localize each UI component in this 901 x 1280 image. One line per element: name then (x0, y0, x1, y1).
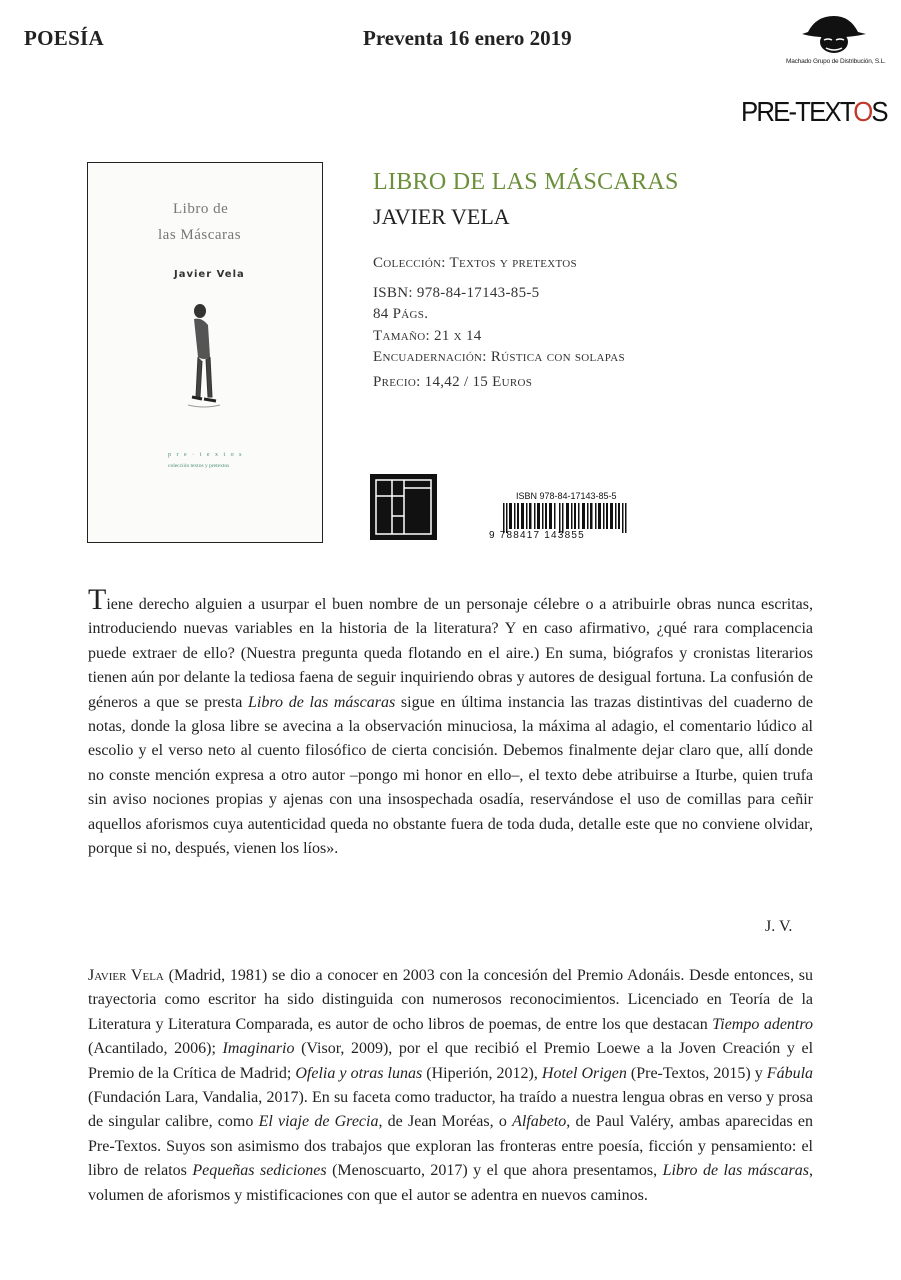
synopsis-title-ref: Libro de las máscaras (248, 693, 396, 711)
author-bio (88, 964, 813, 1208)
bio-book-title: El viaje de Grecia (258, 1113, 379, 1131)
bio-author-name: Javier Vela (88, 967, 164, 984)
cover-title-line-2: las Máscaras (158, 227, 242, 243)
bio-text: (Acantilado, 2006); (88, 1040, 223, 1058)
bio-text: (Madrid, 1981) se dio a conocer en 2003 con la concesión del Premio Adonáis. Desde entonces, su trayectoria como escritor ha sido distinguida con numerosos reconocimientos. Licenciado en Teoría de la Literatura y Literatura Comparada, es autor de ocho libros de poemas, de entre los que destacan (88, 967, 813, 1033)
cover-title-line-1: Libro de (173, 201, 229, 217)
pt-monogram-icon (370, 474, 437, 540)
bio-book-title: Libro de las máscaras (662, 1162, 810, 1180)
bio-text: (Fundación Lara, Vandalia, 2017). En su faceta como traductor, ha traído a nuestra lengua obras en verso y prosa de singular calibre, como (88, 1089, 813, 1131)
standing-figure-icon (186, 297, 222, 417)
bio-book-title: Imaginario (222, 1040, 295, 1058)
bio-book-title: Pequeñas sediciones (192, 1162, 327, 1180)
bio-book-title: Fábula (766, 1064, 814, 1082)
book-pages: 84 Págs. (373, 306, 429, 322)
barcode-digits: 9 788417 143855 (489, 530, 585, 541)
bio-book-title: Ofelia y otras lunas (295, 1064, 423, 1082)
bio-book-title: Hotel Origen (541, 1064, 627, 1082)
publisher-logo: PRE-TEXTOS (741, 96, 887, 127)
book-binding: Encuadernación: Rústica con solapas (373, 349, 625, 365)
cover-publisher-mark: p r e · t e x t o s (168, 452, 244, 458)
distributor-logo (786, 12, 886, 74)
collection-logo (370, 474, 437, 540)
dropcap: T (88, 583, 107, 616)
book-title: LIBRO DE LAS MÁSCARAS (373, 169, 679, 195)
publisher-logo-accent: O (853, 96, 872, 127)
barcode-isbn: ISBN 978-84-17143-85-5 (516, 491, 617, 501)
book-isbn: ISBN: 978-84-17143-85-5 (373, 285, 540, 301)
bio-book-title: Alfabeto (512, 1113, 567, 1131)
synopsis-signature: J. V. (765, 918, 793, 935)
book-collection: Colección: Textos y pretextos (373, 255, 577, 271)
hat-face-icon (786, 12, 882, 58)
presale-date: Preventa 16 enero 2019 (363, 26, 572, 50)
genre-label: POESÍA (24, 26, 104, 50)
bio-text: , de Paul Valéry, ambas aparecidas en Pre-Textos. Suyos son asimismo dos trabajos que exploran las fronteras entre poesía, ficción y pensamiento: el libro de relatos (88, 1113, 814, 1180)
synopsis-text-2: sigue en última instancia las trazas distintivas del cuaderno de notas, donde la glosa libre se avecina a la observación minuciosa, la máxima al adagio, el comentario lúdico al escolio y el verso neto al cuento filosófico de cierta concisión. Debemos finalmente dejar claro que, allí donde no conste mención expresa a otro autor –pongo mi honor en ello–, el texto debe atribuirse a Iturbe, quien trufa sin aviso nociones propias y ajenas con una insospechada osadía, reservándose el uso de comillas para ceñir aquellos aforismos cuya autenticidad queda no obstante fuera de toda duda, detalle este que no conviene olvidar, porque si no, después, vienen los líos». (88, 693, 814, 858)
bio-book-title: Tiempo adentro (712, 1015, 814, 1033)
synopsis-paragraph (88, 583, 814, 861)
bio-text: , volumen de aforismos y mistificaciones con que el autor se adentra en nuevos caminos. (88, 1162, 814, 1204)
bio-text: , de Jean Moréas, o (378, 1113, 513, 1131)
cover-author: Javier Vela (174, 269, 245, 280)
synopsis-text-1: iene derecho alguien a usurpar el buen nombre de un personaje célebre o a atribuirle obras nunca escritas, introduciendo nuevas variables en la historia de la literatura? Y en caso afirmativo, ¿qué rara complacencia puede extraer de ello? (Nuestra pregunta queda flotando en el aire.) En suma, biógrafos y cronistas literarios tienen aún por delante la tediosa faena de seguir inquiriendo obras y autores de desigual fortuna. La confusión de géneros a que se presta (88, 596, 813, 711)
bio-text: (Menoscuarto, 2017) y el que ahora presentamos, (326, 1162, 663, 1180)
book-size: Tamaño: 21 x 14 (373, 328, 482, 344)
bio-text: (Hiperión, 2012), (422, 1064, 542, 1082)
book-author: JAVIER VELA (373, 204, 510, 229)
cover-collection: colección textos y pretextos (168, 463, 230, 469)
bio-text: (Pre-Textos, 2015) y (626, 1064, 767, 1082)
barcode-icon (489, 503, 641, 533)
book-price: Precio: 14,42 / 15 Euros (373, 374, 533, 390)
bio-text: (Visor, 2009), por el que recibió el Premio Loewe a la Joven Creación y el Premio de la Crítica de Madrid; (88, 1040, 814, 1082)
distributor-name: Machado Grupo de Distribución, S.L. (786, 58, 886, 65)
book-cover (87, 162, 323, 543)
